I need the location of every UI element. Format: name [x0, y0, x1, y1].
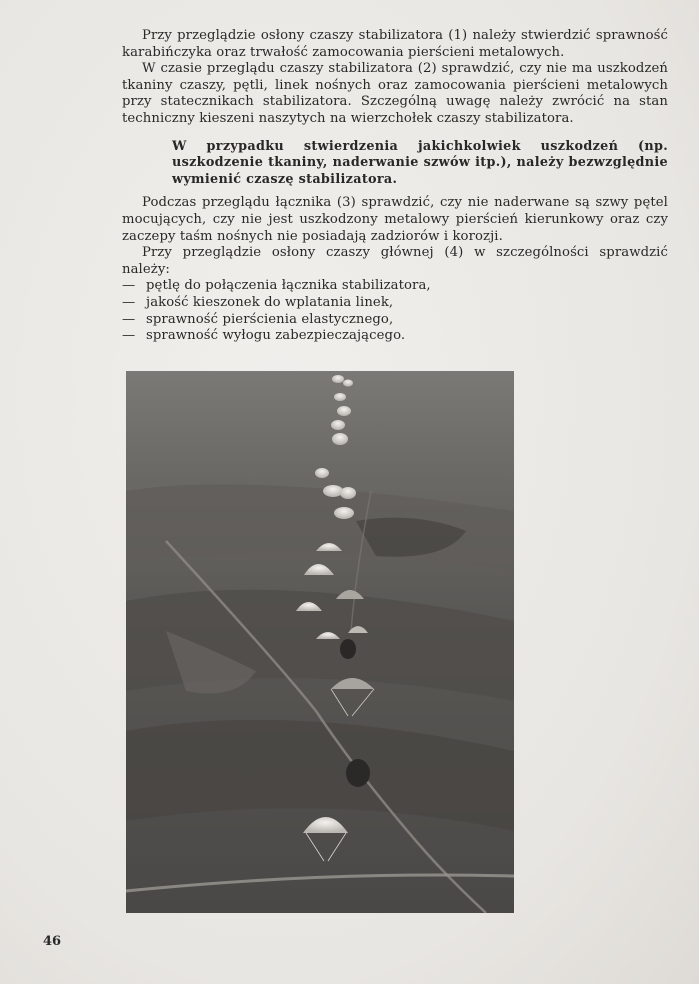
list-item	[122, 328, 668, 345]
list-item-text: sprawność wyłogu zabezpieczającego.	[146, 328, 406, 344]
body-text	[122, 28, 668, 345]
paragraph-stabilizer-canopy: W czasie przeglądu czaszy stabilizatora (2) sprawdzić, czy nie ma uszkodzeń tkaniny czaszy, pętli, linek nośnych oraz zamocowania pierścieni metalowych przy statecznikach stabilizatora. Szczególną uwagę należy zwrócić na stan techniczny kieszeni naszytych na wierzchołek czaszy stabilizatora.	[122, 61, 668, 126]
page-number: 46	[43, 934, 62, 949]
paragraph-connector: Podczas przeglądu łącznika (3) sprawdzić, czy nie naderwane są szwy pętel mocujących, czy nie jest uszkodzony metalowy pierścień kierunkowy oraz czy zaczepy taśm nośnych nie posiadają zadziorów i korozji.	[122, 195, 668, 244]
paratroopers-photo-image	[126, 371, 514, 913]
list-marker: —	[122, 311, 136, 327]
list-item-text: jakość kieszonek do wplatania linek,	[146, 294, 394, 310]
parachute-photo	[126, 371, 514, 913]
list-item-text: sprawność pierścienia elastycznego,	[146, 311, 394, 327]
list-marker: —	[122, 294, 136, 310]
list-item	[122, 312, 668, 329]
list-item	[122, 278, 668, 295]
paragraph-main-canopy-cover: Przy przeglądzie osłony czaszy głównej (4) w szczególności sprawdzić należy:	[122, 245, 668, 277]
warning-paragraph: W przypadku stwierdzenia jakichkolwiek uszkodzeń (np. uszkodzenie tkaniny, naderwanie szwów itp.), należy bezwzględnie wymienić czaszę stabilizatora.	[172, 138, 668, 187]
paragraph-stabilizer-cover: Przy przeglądzie osłony czaszy stabilizatora (1) należy stwierdzić sprawność karabińczyka oraz trwałość zamocowania pierścieni metalowych.	[122, 28, 668, 60]
list-marker: —	[122, 278, 136, 294]
list-item-text: pętlę do połączenia łącznika stabilizatora,	[146, 278, 431, 294]
list-item	[122, 295, 668, 312]
checklist	[122, 278, 668, 344]
list-marker: —	[122, 328, 136, 344]
